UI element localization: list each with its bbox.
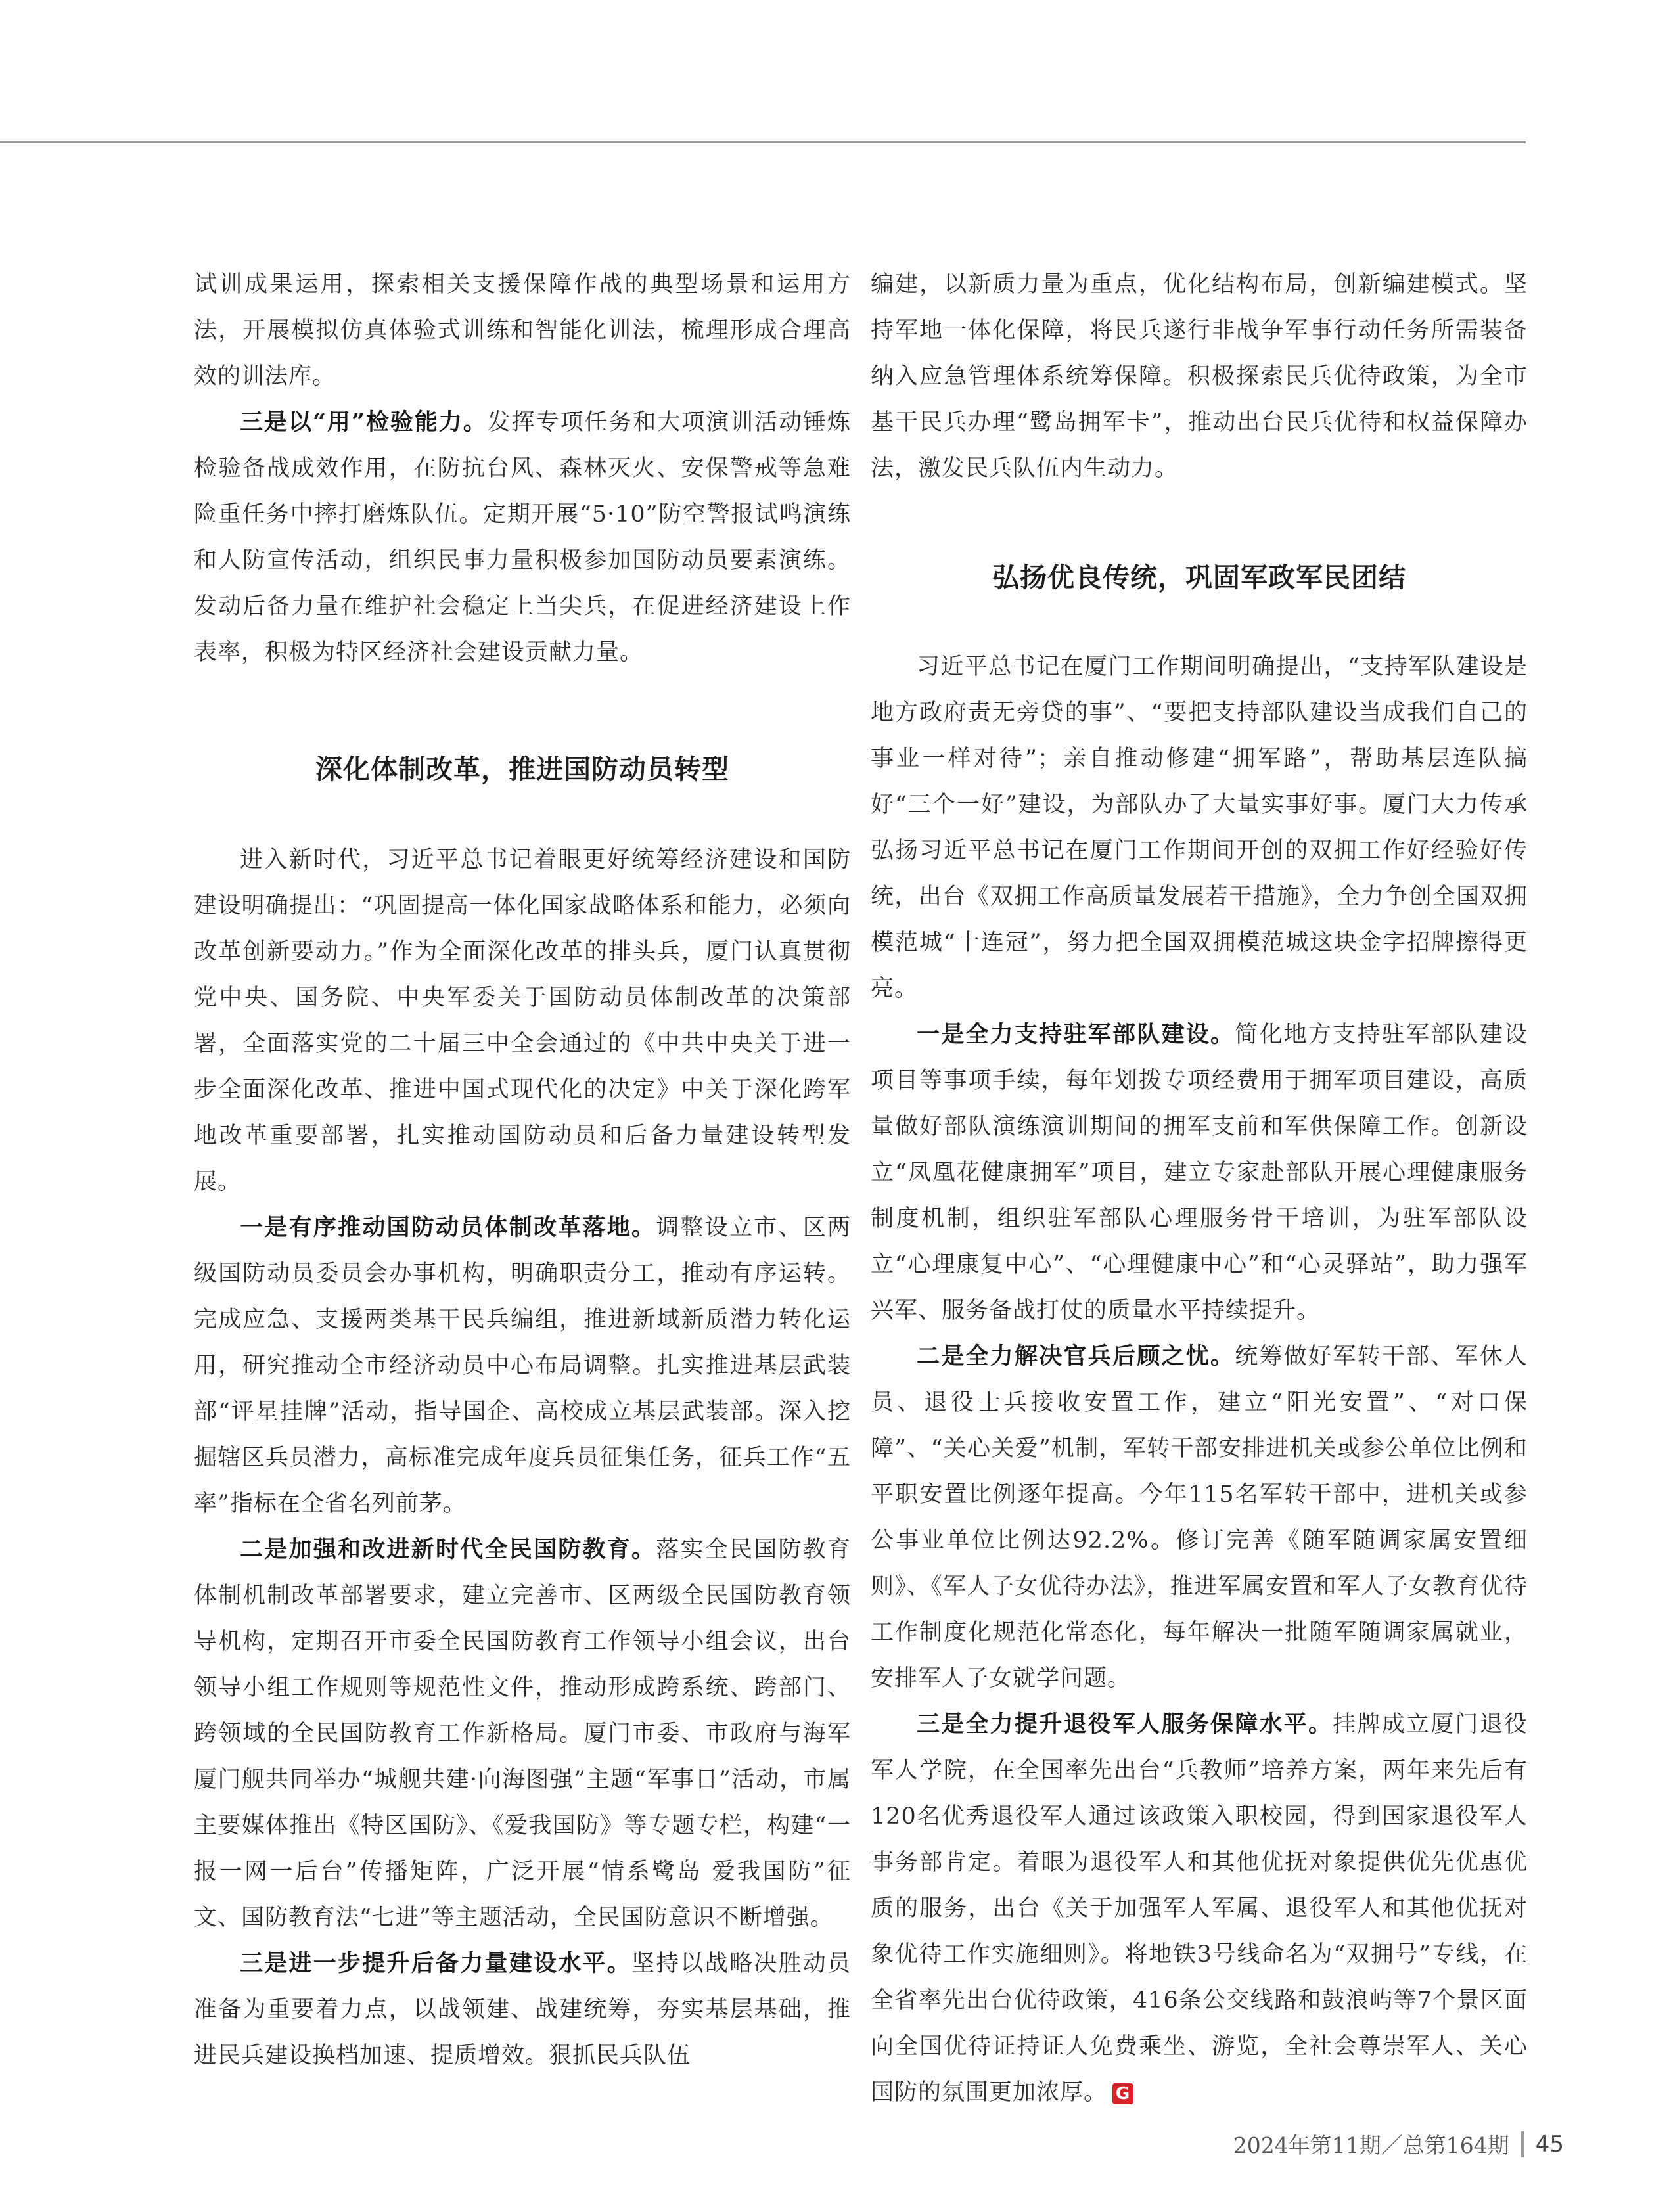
article-end-icon: G	[1112, 2083, 1133, 2104]
paragraph: 编建，以新质力量为重点，优化结构布局，创新编建模式。坚持军地一体化保障，将民兵遂行非战争军事行动任务所需装备纳入应急管理体系统筹保障。积极探索民兵优待政策，为全市基干民兵办理“鹭岛拥军卡”，推动出台民兵优待和权益保障办法，激发民兵队伍内生动力。	[871, 271, 1528, 482]
paragraph	[871, 1012, 1528, 1334]
paragraph	[194, 1205, 851, 1527]
paragraph	[871, 1702, 1528, 2115]
issue-info: 2024年第11期／总第164期	[1233, 2133, 1509, 2158]
paragraph-body: 发挥专项任务和大项演训活动锤炼检验备战成效作用，在防抗台风、森林灭火、安保警戒等急难险重任务中摔打磨炼队伍。定期开展“5·10”防空警报试鸣演练和人防宣传活动，组织民事力量积极参加国防动员要素演练。发动后备力量在维护社会稳定上当尖兵，在促进经济建设上作表率，积极为特区经济社会建设贡献力量。	[194, 409, 851, 666]
paragraph-body: 统筹做好军转干部、军休人员、退役士兵接收安置工作，建立“阳光安置”、“对口保障”、“关心关爱”机制，军转干部安排进机关或参公单位比例和平职安置比例逐年提高。今年115名军转干部中，进机关或参公事业单位比例达92.2%。修订完善《随军随调家属安置细则》、《军人子女优待办法》，推进军属安置和军人子女教育优待工作制度化规范化常态化，每年解决一批随军随调家属就业，安排军人子女就学问题。	[871, 1343, 1528, 1692]
section-heading: 深化体制改革，推进国防动员转型	[315, 754, 729, 785]
footer-divider	[1521, 2131, 1524, 2157]
paragraph-body: 调整设立市、区两级国防动员委员会办事机构，明确职责分工，推动有序运转。完成应急、支援两类基干民兵编组，推进新域新质潜力转化运用，研究推动全市经济动员中心布局调整。扎实推进基层武装部“评星挂牌”活动，指导国企、高校成立基层武装部。深入挖掘辖区兵员潜力，高标准完成年度兵员征集任务，征兵工作“五率”指标在全省名列前茅。	[194, 1215, 851, 1517]
paragraph: 进入新时代，习近平总书记着眼更好统筹经济建设和国防建设明确提出：“巩固提高一体化国家战略体系和能力，必须向改革创新要动力。”作为全面深化改革的排头兵，厦门认真贯彻党中央、国务院、中央军委关于国防动员体制改革的决策部署，全面落实党的二十届三中全会通过的《中共中央关于进一步全面深化改革、推进中国式现代化的决定》中关于深化跨军地改革重要部署，扎实推动国防动员和后备力量建设转型发展。	[194, 847, 851, 1195]
paragraph-body: 坚持以战略决胜动员准备为重要着力点，以战领建、战建统筹，夯实基层基础，推进民兵建设换档加速、提质增效。狠抓民兵队伍	[194, 1951, 851, 2069]
section-heading: 弘扬优良传统，巩固军政军民团结	[992, 562, 1406, 593]
paragraph-body: 挂牌成立厦门退役军人学院，在全国率先出台“兵教师”培养方案，两年来先后有120名优秀退役军人通过该政策入职校园，得到国家退役军人事务部肯定。着眼为退役军人和其他优抚对象提供优先优惠优质的服务，出台《关于加强军人军属、退役军人和其他优抚对象优待工作实施细则》。将地铁3号线命名为“双拥号”专线，在全省率先出台优待政策，416条公交线路和鼓浪屿等7个景区面向全国优待证持证人免费乘坐、游览，全社会尊崇军人、关心国防的氛围更加浓厚。	[871, 1711, 1528, 2106]
paragraph: 习近平总书记在厦门工作期间明确提出，“支持军队建设是地方政府责无旁贷的事”、“要把支持部队建设当成我们自己的事业一样对待”；亲自推动修建“拥军路”，帮助基层连队搞好“三个一好”建设，为部队办了大量实事好事。厦门大力传承弘扬习近平总书记在厦门工作期间开创的双拥工作好经验好传统，出台《双拥工作高质量发展若干措施》，全力争创全国双拥模范城“十连冠”，努力把全国双拥模范城这块金字招牌擦得更亮。	[871, 654, 1528, 1002]
paragraph-body: 落实全民国防教育体制机制改革部署要求，建立完善市、区两级全民国防教育领导机构，定期召开市委全民国防教育工作领导小组会议，出台领导小组工作规则等规范性文件，推动形成跨系统、跨部门、跨领域的全民国防教育工作新格局。厦门市委、市政府与海军厦门舰共同举办“城舰共建·向海图强”主题“军事日”活动，市属主要媒体推出《特区国防》、《爱我国防》等专题专栏，构建“一报一网一后台”传播矩阵，广泛开展“情系鹭岛 爱我国防”征文、国防教育法“七进”等主题活动，全民国防意识不断增强。	[194, 1537, 851, 1931]
paragraph: 试训成果运用，探索相关支援保障作战的典型场景和运用方法，开展模拟仿真体验式训练和智能化训法，梳理形成合理高效的训法库。	[194, 271, 851, 390]
page-footer	[1233, 2129, 1564, 2159]
top-rule	[0, 141, 1526, 143]
page-number: 45	[1535, 2131, 1564, 2157]
paragraph-lead: 三是全力提升退役军人服务保障水平。	[917, 1711, 1333, 1738]
paragraph	[194, 399, 851, 675]
right-column	[871, 261, 1528, 2115]
left-column	[194, 261, 851, 2079]
paragraph	[194, 1527, 851, 1941]
paragraph-body: 简化地方支持驻军部队建设项目等事项手续，每年划拨专项经费用于拥军项目建设，高质量做好部队演练演训期间的拥军支前和军供保障工作。创新设立“凤凰花健康拥军”项目，建立专家赴部队开展心理健康服务制度机制，组织驻军部队心理服务骨干培训，为驻军部队设立“心理康复中心”、“心理健康中心”和“心灵驿站”，助力强军兴军、服务备战打仗的质量水平持续提升。	[871, 1022, 1528, 1324]
paragraph-lead: 二是加强和改进新时代全民国防教育。	[240, 1536, 656, 1563]
paragraph-lead: 三是以“用”检验能力。	[240, 409, 488, 436]
paragraph-lead: 三是进一步提升后备力量建设水平。	[240, 1950, 631, 1977]
paragraph-lead: 一是有序推动国防动员体制改革落地。	[240, 1214, 656, 1241]
paragraph-lead: 一是全力支持驻军部队建设。	[917, 1021, 1235, 1048]
paragraph	[871, 1334, 1528, 1702]
paragraph-lead: 二是全力解决官兵后顾之忧。	[917, 1343, 1235, 1370]
paragraph	[194, 1941, 851, 2079]
